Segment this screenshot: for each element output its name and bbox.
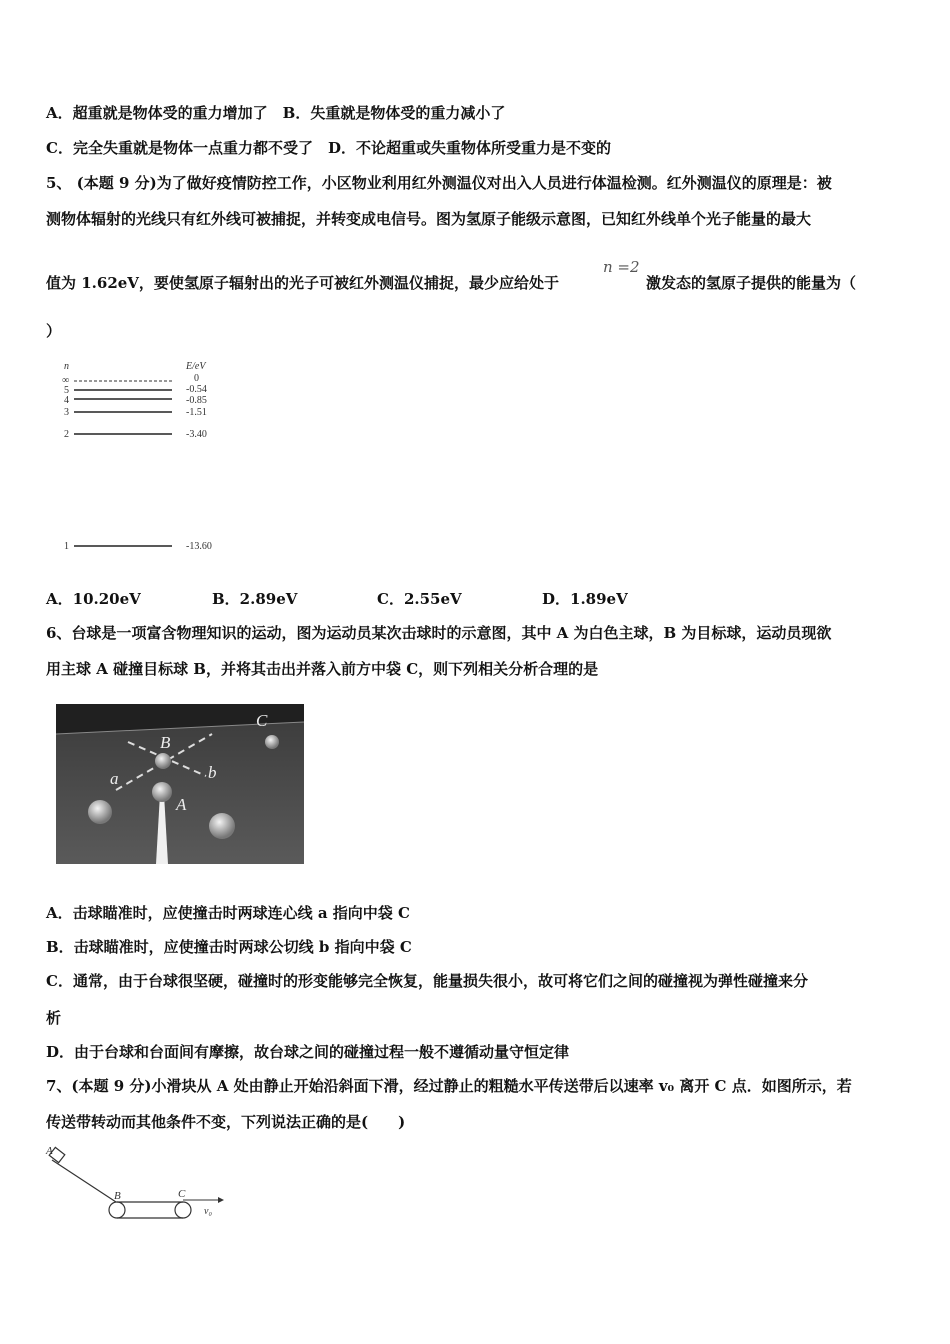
fig-label-B: B [114, 1190, 121, 1202]
q5-option-c: C．2.55eV [377, 590, 462, 608]
q4-options-line2: C．完全失重就是物体一点重力都不受了 D．不论超重或失重物体所受重力是不变的 [46, 139, 611, 157]
q6-option-c-line1: C．通常，由于台球很坚硬，碰撞时的形变能够完全恢复，能量损失很小，故可将它们之间的碰撞视为弹性碰撞来分 [46, 972, 808, 990]
level-5-n: 5 [64, 385, 69, 396]
fig-label-C: C [178, 1188, 186, 1200]
label-b: b [208, 763, 217, 782]
ball-right [209, 813, 235, 839]
conveyor-figure [42, 1142, 232, 1226]
ball-b [155, 753, 171, 769]
fig-label-A: A [46, 1145, 53, 1157]
label-C: C [256, 711, 268, 730]
energy-level-diagram [56, 356, 236, 556]
level-inf-n: ∞ [62, 375, 70, 386]
label-a: a [110, 769, 119, 788]
q6-option-d: D．由于台球和台面间有摩擦，故台球之间的碰撞过程一般不遵循动量守恒定律 [46, 1043, 570, 1061]
roller-b [109, 1202, 125, 1218]
level-4-e: -0.85 [186, 395, 207, 406]
q5-option-d: D．1.89eV [542, 590, 628, 608]
label-A: A [176, 795, 187, 814]
level-2-e: -3.40 [186, 429, 207, 440]
q5-text-line3b: 激发态的氢原子提供的能量为（ [646, 274, 857, 292]
fig-label-v0: v₀ [204, 1206, 212, 1217]
level-3-n: 3 [64, 407, 69, 418]
q5-text-line3a: 值为 1.62eV，要使氢原子辐射出的光子可被红外测温仪捕捉，最少应给处于 [46, 274, 559, 292]
q6-option-a: A．击球瞄准时，应使撞击时两球连心线 a 指向中袋 C [46, 904, 410, 922]
q6-text-line1: 6、台球是一项富含物理知识的运动，图为运动员某次击球时的示意图，其中 A 为白色主球，B 为目标球，运动员现欲 [46, 624, 832, 642]
diagram-n-label: n [64, 361, 69, 372]
level-1-n: 1 [64, 541, 69, 552]
level-3-e: -1.51 [186, 407, 207, 418]
level-1-e: -13.60 [186, 541, 212, 552]
billiards-photo [56, 704, 304, 864]
q6-option-b: B．击球瞄准时，应使撞击时两球公切线 b 指向中袋 C [46, 938, 412, 956]
incline [52, 1160, 116, 1202]
velocity-arrowhead [218, 1197, 224, 1203]
level-4-n: 4 [64, 395, 69, 406]
q5-text-line4: ） [46, 322, 62, 340]
q5-option-a: A．10.20eV [46, 590, 141, 608]
roller-c [175, 1202, 191, 1218]
level-inf-e: 0 [194, 373, 199, 384]
q7-text-line1: 7、(本题 9 分)小滑块从 A 处由静止开始沿斜面下滑，经过静止的粗糙水平传送带后以速率 v₀ 离开 C 点．如图所示，若 [46, 1077, 852, 1095]
q5-text-line2: 测物体辐射的光线只有红外线可被捕捉，并转变成电信号。图为氢原子能级示意图，已知红外线单个光子能量的最大 [46, 210, 812, 228]
q5-text-line1: 5、 (本题 9 分)为了做好疫情防控工作，小区物业利用红外测温仪对出入人员进行体温检测。红外测温仪的原理是：被 [46, 174, 832, 192]
level-5-e: -0.54 [186, 384, 207, 395]
diagram-e-label: E/eV [186, 361, 206, 372]
ball-left [88, 800, 112, 824]
q7-text-line2: 传送带转动而其他条件不变，下列说法正确的是( ) [46, 1113, 406, 1131]
level-2-n: 2 [64, 429, 69, 440]
ball-a [152, 782, 172, 802]
q5-option-b: B．2.89eV [212, 590, 298, 608]
ball-far [265, 735, 279, 749]
q4-options-line1: A．超重就是物体受的重力增加了 B．失重就是物体受的重力减小了 [46, 104, 506, 122]
q5-math-n2: n =2 [603, 258, 640, 276]
q6-option-c-line2: 析 [46, 1009, 62, 1027]
label-B: B [160, 733, 171, 752]
q6-text-line2: 用主球 A 碰撞目标球 B，并将其击出并落入前方中袋 C，则下列相关分析合理的是 [46, 660, 599, 678]
